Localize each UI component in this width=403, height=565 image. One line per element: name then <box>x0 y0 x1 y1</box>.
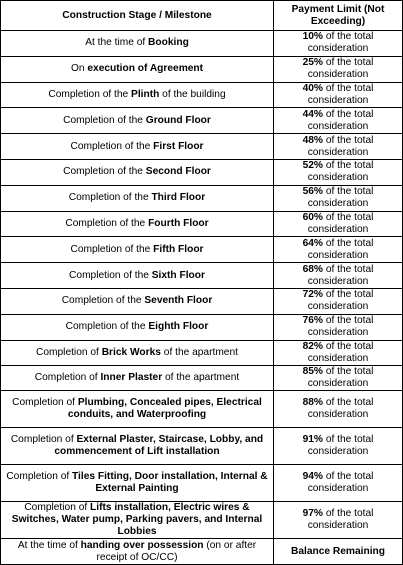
table-row <box>1 159 403 185</box>
limit-cell: 68% of the total consideration <box>274 263 403 289</box>
limit-cell: 91% of the total consideration <box>274 428 403 465</box>
stage-cell: Completion of the Sixth Floor <box>1 263 274 289</box>
stage-cell: Completion of the Third Floor <box>1 185 274 211</box>
limit-cell: 52% of the total consideration <box>274 159 403 185</box>
stage-cell: Completion of the Fifth Floor <box>1 237 274 263</box>
stage-cell: On execution of Agreement <box>1 56 274 82</box>
table-row <box>1 340 403 366</box>
limit-cell: 88% of the total consideration <box>274 391 403 428</box>
stage-cell: Completion of the Eighth Floor <box>1 314 274 340</box>
table-row <box>1 288 403 314</box>
stage-cell: Completion of the Seventh Floor <box>1 288 274 314</box>
table-row <box>1 82 403 108</box>
table-row <box>1 391 403 428</box>
stage-cell: Completion of Lifts installation, Electric wires & Switches, Water pump, Parking pavers, and Internal Lobbies <box>1 502 274 539</box>
stage-cell: Completion of the Ground Floor <box>1 108 274 134</box>
table-row <box>1 211 403 237</box>
stage-cell: Completion of Inner Plaster of the apartment <box>1 366 274 391</box>
table-row <box>1 134 403 160</box>
table-row <box>1 465 403 502</box>
limit-cell: 64% of the total consideration <box>274 237 403 263</box>
limit-cell: 94% of the total consideration <box>274 465 403 502</box>
stage-cell: Completion of Tiles Fitting, Door installation, Internal & External Painting <box>1 465 274 502</box>
limit-cell: 76% of the total consideration <box>274 314 403 340</box>
stage-cell: Completion of Plumbing, Concealed pipes, Electrical conduits, and Waterproofing <box>1 391 274 428</box>
stage-cell: Completion of the First Floor <box>1 134 274 160</box>
limit-cell: 72% of the total consideration <box>274 288 403 314</box>
limit-cell: 48% of the total consideration <box>274 134 403 160</box>
stage-cell: Completion of the Second Floor <box>1 159 274 185</box>
stage-cell: Completion of External Plaster, Staircase, Lobby, and commencement of Lift installation <box>1 428 274 465</box>
table-row <box>1 539 403 565</box>
table-row <box>1 108 403 134</box>
header-stage: Construction Stage / Milestone <box>1 1 274 31</box>
table-row <box>1 314 403 340</box>
table-row <box>1 185 403 211</box>
limit-cell: 82% of the total consideration <box>274 340 403 366</box>
limit-cell: 25% of the total consideration <box>274 56 403 82</box>
stage-cell: Completion of the Fourth Floor <box>1 211 274 237</box>
header-limit: Payment Limit (Not Exceeding) <box>274 1 403 31</box>
stage-cell: At the time of Booking <box>1 31 274 57</box>
limit-cell: 10% of the total consideration <box>274 31 403 57</box>
table-row <box>1 237 403 263</box>
limit-cell: 56% of the total consideration <box>274 185 403 211</box>
table-row <box>1 56 403 82</box>
table-row <box>1 31 403 57</box>
stage-cell: Completion of the Plinth of the building <box>1 82 274 108</box>
table-row <box>1 263 403 289</box>
limit-cell: 60% of the total consideration <box>274 211 403 237</box>
stage-cell: At the time of handing over possession (on or after receipt of OC/CC) <box>1 539 274 565</box>
limit-cell: Balance Remaining <box>274 539 403 565</box>
limit-cell: 44% of the total consideration <box>274 108 403 134</box>
limit-cell: 97% of the total consideration <box>274 502 403 539</box>
table-row <box>1 428 403 465</box>
table-row <box>1 502 403 539</box>
limit-cell: 40% of the total consideration <box>274 82 403 108</box>
stage-cell: Completion of Brick Works of the apartment <box>1 340 274 366</box>
table-header-row <box>1 1 403 31</box>
limit-cell: 85% of the total consideration <box>274 366 403 391</box>
table-row <box>1 366 403 391</box>
